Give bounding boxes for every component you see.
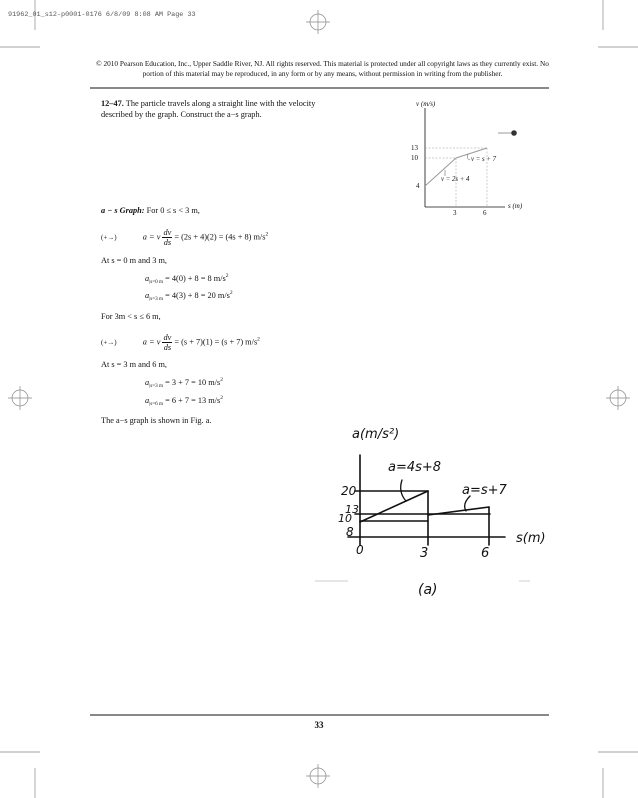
a-at-s0: $a_{|s=0 m} = 4(0) + 8 = 8$ $m/s^2$ [145,273,229,285]
v-tick-13: 13 [411,144,418,152]
a-s-tick-3: 3 [420,546,429,561]
v-seg2-label: v = s + 7 [471,156,497,163]
a-tick-8: 8 [346,525,354,539]
s-axis-label: s (m) [508,202,523,210]
problem-number: 12–47. [101,99,124,108]
a-tick-13: 13 [345,503,359,516]
v-axis-label: v (m/s) [416,100,436,108]
a-origin-label: 0 [356,543,364,557]
v-tick-4: 4 [416,182,420,190]
a-axis-label: a(m/s²) [352,427,400,442]
solution-interval-2: For 3m < s ≤ 6 m, [101,312,161,321]
a-at-s3-second: $a_{|s=3 m} = 3 + 7 = 10$ $m/s^2$ [145,377,223,389]
eq1-lhs: a = v [142,232,161,242]
dv-ds-fraction-1: $\frac{dv}{ds}$ [163,228,172,247]
sign-convention-1: (+→) [101,233,117,242]
s-tick-3: 3 [453,209,457,217]
a-tick-10: 10 [338,512,352,525]
print-slug: 91962_01_s12-p0001-0176 6/8/09 8:08 AM Page 33 [8,11,196,19]
a-at-s3: $a_{|s=3 m} = 4(3) + 8 = 20$ $m/s^2$ [145,290,233,302]
figure-note: The a−s graph is shown in Fig. a. [101,416,212,425]
copyright-notice: © 2010 Pearson Education, Inc., Upper Saddle River, NJ. All rights reserved. This material is protected under all copyright laws as they currently exist. No portion of this material may be reproduced, in any form or by any means, without permission in writing from the publisher. [96,59,549,78]
eq2-rhs: = (s + 7)(1) = (s + 7) m/s [174,337,258,347]
figure-caption: (a) [418,582,438,598]
a-seg2-label: a=s+7 [462,483,507,498]
a-s-axis-label: s(m) [516,531,546,546]
eq2-lhs: a = v [142,337,161,347]
solution-heading: a − s Graph: [101,206,145,215]
equation-2: (+→) a = v $\frac{dv}{ds}$ = (s + 7)(1) = (s + 7) $m/s^2$ [101,333,260,352]
interval-1-text: For 0 ≤ s < 3 m, [146,206,200,215]
a-line-segment-1 [360,491,428,522]
at-statement-2: At s = 3 m and 6 m, [101,360,167,369]
sign-convention-2: (+→) [101,338,117,347]
equation-1: (+→) a = v $\frac{dv}{ds}$ = (2s + 4)(2) = (4s + 8) $m/s^2$ [101,228,269,247]
problem-text: The particle travels along a straight line with the velocity described by the graph. Construct the a−s graph. [101,99,316,119]
a-at-s6: $a_{|s=6 m} = 6 + 7 = 13$ $m/s^2$ [145,395,223,407]
s-tick-6: 6 [483,209,487,217]
at-statement-1: At s = 0 m and 3 m, [101,256,167,265]
a-seg1-label: a=4s+8 [388,460,442,475]
a-tick-20: 20 [341,484,357,498]
page-number: 33 [314,720,324,730]
eq1-rhs: = (2s + 4)(2) = (4s + 8) m/s [174,232,266,242]
v-seg1-label: v = 2s + 4 [441,176,470,183]
v-tick-10: 10 [411,154,418,162]
dv-ds-fraction-2: $\frac{dv}{ds}$ [163,333,172,352]
a-s-tick-6: 6 [481,546,490,561]
